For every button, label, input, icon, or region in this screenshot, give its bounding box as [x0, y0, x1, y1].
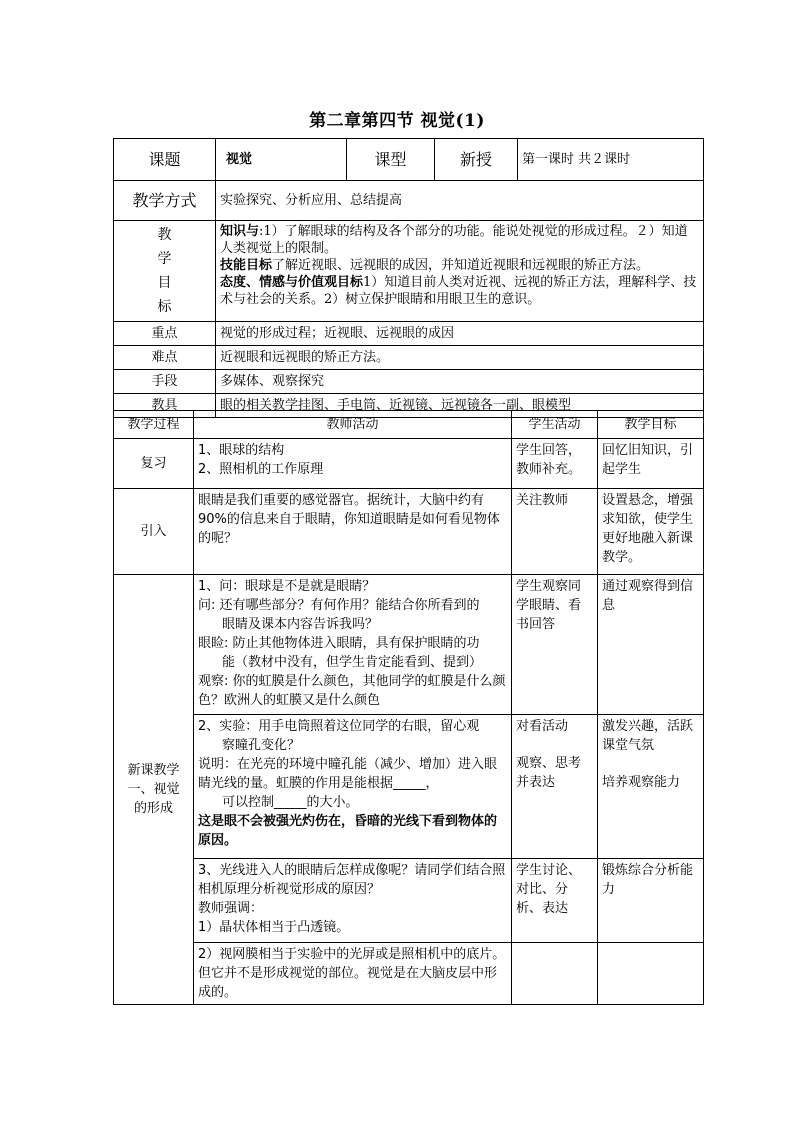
skill-goal-label: 技能目标: [220, 258, 273, 273]
attitude-goal-label: 态度、情感与价值观目标: [220, 275, 364, 290]
method-value: 实验探究、分析应用、总结提高: [216, 181, 704, 221]
type-label: 课型: [347, 139, 435, 181]
review-goal: 回忆旧知识，引起学生: [598, 439, 704, 489]
topic-label: 课题: [114, 139, 216, 181]
block-3-goal: 锻炼综合分析能力: [598, 859, 704, 943]
skill-goal-text: 了解近视眼、远视眼的成因，并知道近视眼和远视眼的矫正方法。: [272, 258, 650, 273]
block-4-student: [512, 943, 598, 1005]
difficulty-label: 难点: [114, 346, 216, 370]
new-lesson-block-2: 2、实验：用手电筒照着这位同学的右眼，留心观 察瞳孔变化？ 说明：在光亮的环境中瞳孔能（减少、增加）进入眼睛光线的量。虹膜的作用是能根据_____， 可以控制_____的大小。 这是眼不会被强光灼伤在，昏暗的光线下看到物体的原因。: [194, 715, 512, 859]
intro-stage: 引入: [114, 489, 194, 575]
review-stage: 复习: [114, 439, 194, 489]
block-1-goal: 通过观察得到信息: [598, 575, 704, 715]
process-header-stage: 教学过程: [114, 411, 194, 439]
review-student: 学生回答，教师补充。: [512, 439, 598, 489]
block-2-goal: 激发兴趣，活跃课堂气氛 培养观察能力: [598, 715, 704, 859]
difficulty-value: 近视眼和远视眼的矫正方法。: [216, 346, 704, 370]
key-point-label: 重点: [114, 322, 216, 346]
block-2-bold-note: 这是眼不会被强光灼伤在，昏暗的光线下看到物体的原因。: [198, 814, 498, 848]
knowledge-goal-label: 知识与: [220, 224, 260, 239]
intro-goal: 设置悬念，增强求知欲，使学生更好地融入新课教学。: [598, 489, 704, 575]
means-value: 多媒体、观察探究: [216, 370, 704, 394]
block-4-goal: [598, 943, 704, 1005]
process-header-student: 学生活动: [512, 411, 598, 439]
knowledge-goal-text: :1）了解眼球的结构及各个部分的功能。能说处视觉的形成过程。２）知道人类视觉上的限制。: [220, 224, 688, 256]
review-teacher: 1、眼球的结构 2、照相机的工作原理: [194, 439, 512, 489]
new-lesson-block-3: 3、光线进入人的眼睛后怎样成像呢？请同学们结合照相机原理分析视觉形成的原因？ 教师强调： 1）晶状体相当于凸透镜。: [194, 859, 512, 943]
lesson-info-table: [113, 138, 704, 418]
topic-value: 视觉: [216, 139, 347, 181]
intro-student: 关注教师: [512, 489, 598, 575]
tools-label: 教具: [114, 394, 216, 418]
goals-content: [216, 221, 704, 322]
page-title: 第二章第四节 视觉(1): [309, 111, 485, 131]
period-value: 第一课时 共２课时: [518, 139, 704, 181]
goals-label: 教 学 目 标: [114, 221, 216, 322]
block-2-student: 对看活动 观察、思考并表达: [512, 715, 598, 859]
new-lesson-block-1: 1、问：眼球是不是就是眼睛？ 问: 还有哪些部分？有何作用？能结合你所看到的 眼睛及课本内容告诉我吗？ 眼睑: 防止其他物体进入眼睛，具有保护眼睛的功 能（教材中没有，但学生肯定能看到、提到） 观察: 你的虹膜是什么颜色，其他同学的虹膜是什么颜色？欧洲人的虹膜又是什么颜色: [194, 575, 512, 715]
process-header-teacher: 教师活动: [194, 411, 512, 439]
new-lesson-stage: 新课教学一、视觉的形成: [114, 575, 194, 1005]
tools-value: 眼的相关教学挂图、手电筒、近视镜、远视镜各一副、眼模型: [216, 394, 704, 418]
block-1-student: 学生观察同学眼睛、看书回答: [512, 575, 598, 715]
method-label: 教学方式: [114, 181, 216, 221]
attitude-goal-text: 1）知道目前人类对近视、远视的矫正方法，理解科学、技术与社会的关系。2）树立保护眼睛和用眼卫生的意识。: [220, 275, 697, 307]
type-value: 新授: [435, 139, 518, 181]
key-point-value: 视觉的形成过程；近视眼、远视眼的成因: [216, 322, 704, 346]
teaching-process-table: [113, 410, 704, 1005]
process-header-goal: 教学目标: [598, 411, 704, 439]
block-3-student: 学生讨论、对比、分析、表达: [512, 859, 598, 943]
new-lesson-block-4: 2）视网膜相当于实验中的光屏或是照相机中的底片。但它并不是形成视觉的部位。视觉是在大脑皮层中形成的。: [194, 943, 512, 1005]
intro-teacher: 眼睛是我们重要的感觉器官。据统计，大脑中约有90%的信息来自于眼睛，你知道眼睛是如何看见物体的呢？: [194, 489, 512, 575]
means-label: 手段: [114, 370, 216, 394]
